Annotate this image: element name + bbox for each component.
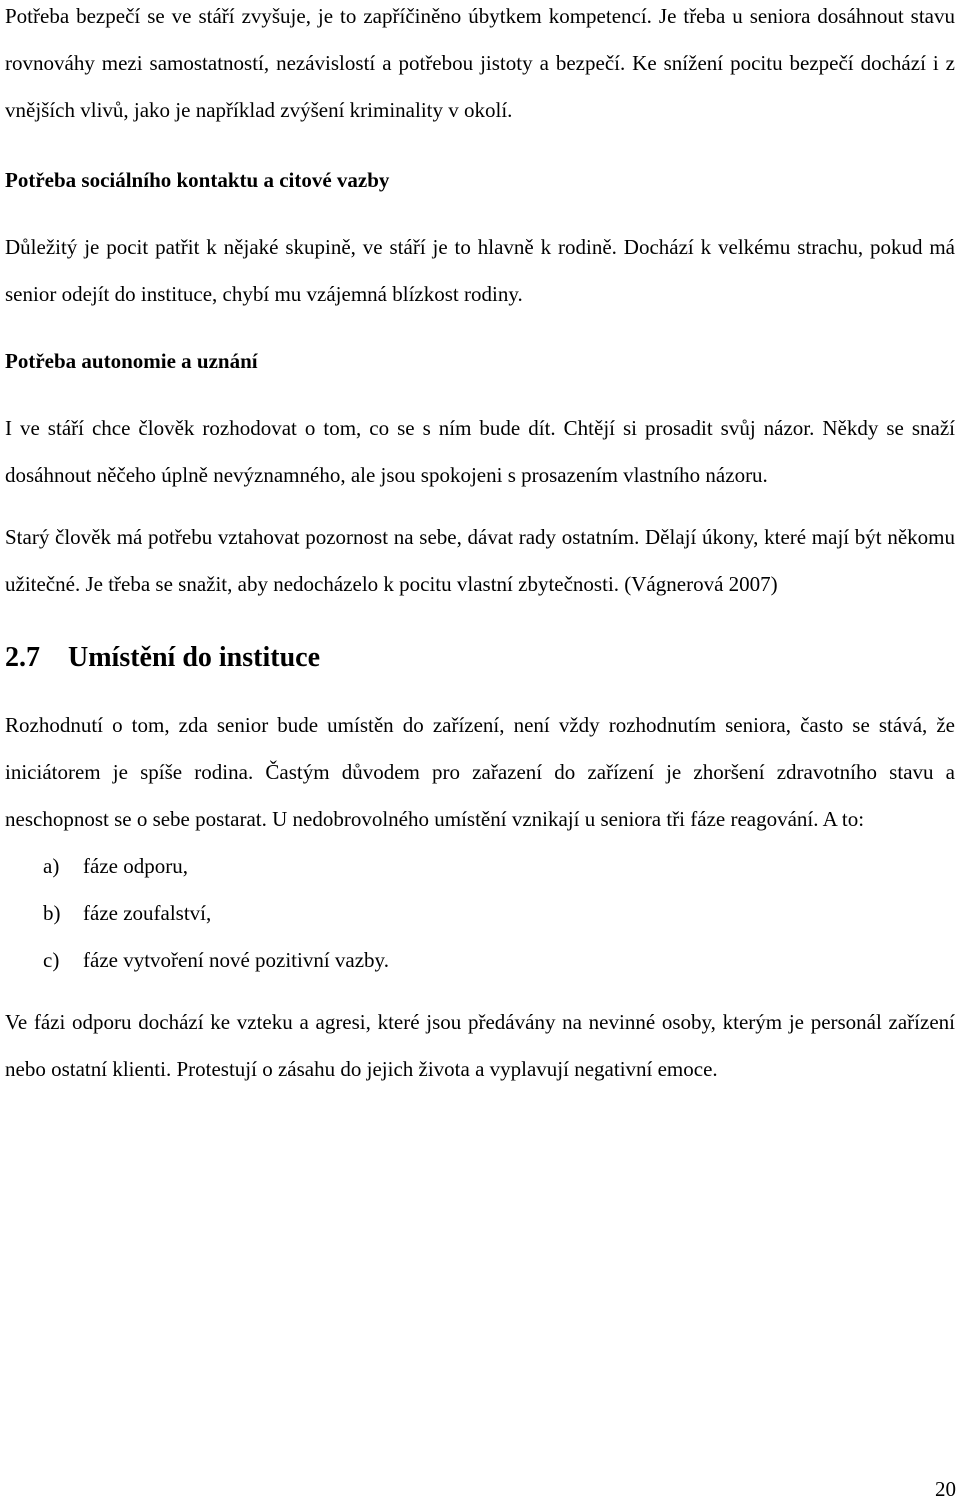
phase-list (5, 843, 955, 984)
document-page (5, 0, 955, 1093)
subheading-autonomy: Potřeba autonomie a uznání (5, 349, 258, 373)
page-number: 20 (935, 1477, 956, 1501)
paragraph-safety-need: Potřeba bezpečí se ve stáří zvyšuje, je to zapříčiněno úbytkem kompetencí. Je třeba u seniora dosáhnout stavu rovnováhy mezi samostatností, nezávislostí a potřebou jistoty a bezpečí. Ke snížení pocitu bezpečí dochází i z vnějších vlivů, jako je například zvýšení kriminality v okolí. (5, 4, 955, 122)
section-number: 2.7 (5, 642, 40, 673)
paragraph-resistance-phase: Ve fázi odporu dochází ke vzteku a agresi, které jsou předávány na nevinné osoby, kterým je personál zařízení nebo ostatní klienti. Protestují o zásahu do jejich života a vyplavují negativní emoce. (5, 1010, 955, 1081)
paragraph-social-contact: Důležitý je pocit patřit k nějaké skupině, ve stáří je to hlavně k rodině. Dochází k velkému strachu, pokud má senior odejít do instituce, chybí mu vzájemná blízkost rodiny. (5, 235, 955, 306)
list-item-text: fáze zoufalství, (83, 901, 212, 925)
list-item-text: fáze vytvoření nové pozitivní vazby. (83, 948, 389, 972)
list-item (43, 890, 955, 937)
list-marker: c) (43, 948, 60, 972)
list-item (43, 843, 955, 890)
paragraph-autonomy: I ve stáří chce člověk rozhodovat o tom, co se s ním bude dít. Chtějí si prosadit svůj názor. Někdy se snaží dosáhnout něčeho úplně nevýznamného, ale jsou spokojeni s prosazením vlastního názoru. (5, 416, 955, 487)
list-item-text: fáze odporu, (83, 854, 188, 878)
section-heading (5, 634, 955, 681)
list-item (43, 937, 955, 984)
list-marker: b) (43, 901, 61, 925)
paragraph-attention: Starý člověk má potřebu vztahovat pozornost na sebe, dávat rady ostatním. Dělají úkony, které mají být někomu užitečné. Je třeba se snažit, aby nedocházelo k pocitu vlastní zbytečnosti. (Vágnerová 2007) (5, 525, 955, 596)
list-marker: a) (43, 854, 60, 878)
section-title: Umístění do instituce (68, 642, 320, 673)
subheading-social-contact: Potřeba sociálního kontaktu a citové vazby (5, 168, 390, 192)
paragraph-placement-decision: Rozhodnutí o tom, zda senior bude umístěn do zařízení, není vždy rozhodnutím seniora, často se stává, že iniciátorem je spíše rodina. Častým důvodem pro zařazení do zařízení je zhoršení zdravotního stavu a neschopnost se o sebe postarat. U nedobrovolného umístění vznikají u seniora tři fáze reagování. A to: (5, 713, 955, 831)
